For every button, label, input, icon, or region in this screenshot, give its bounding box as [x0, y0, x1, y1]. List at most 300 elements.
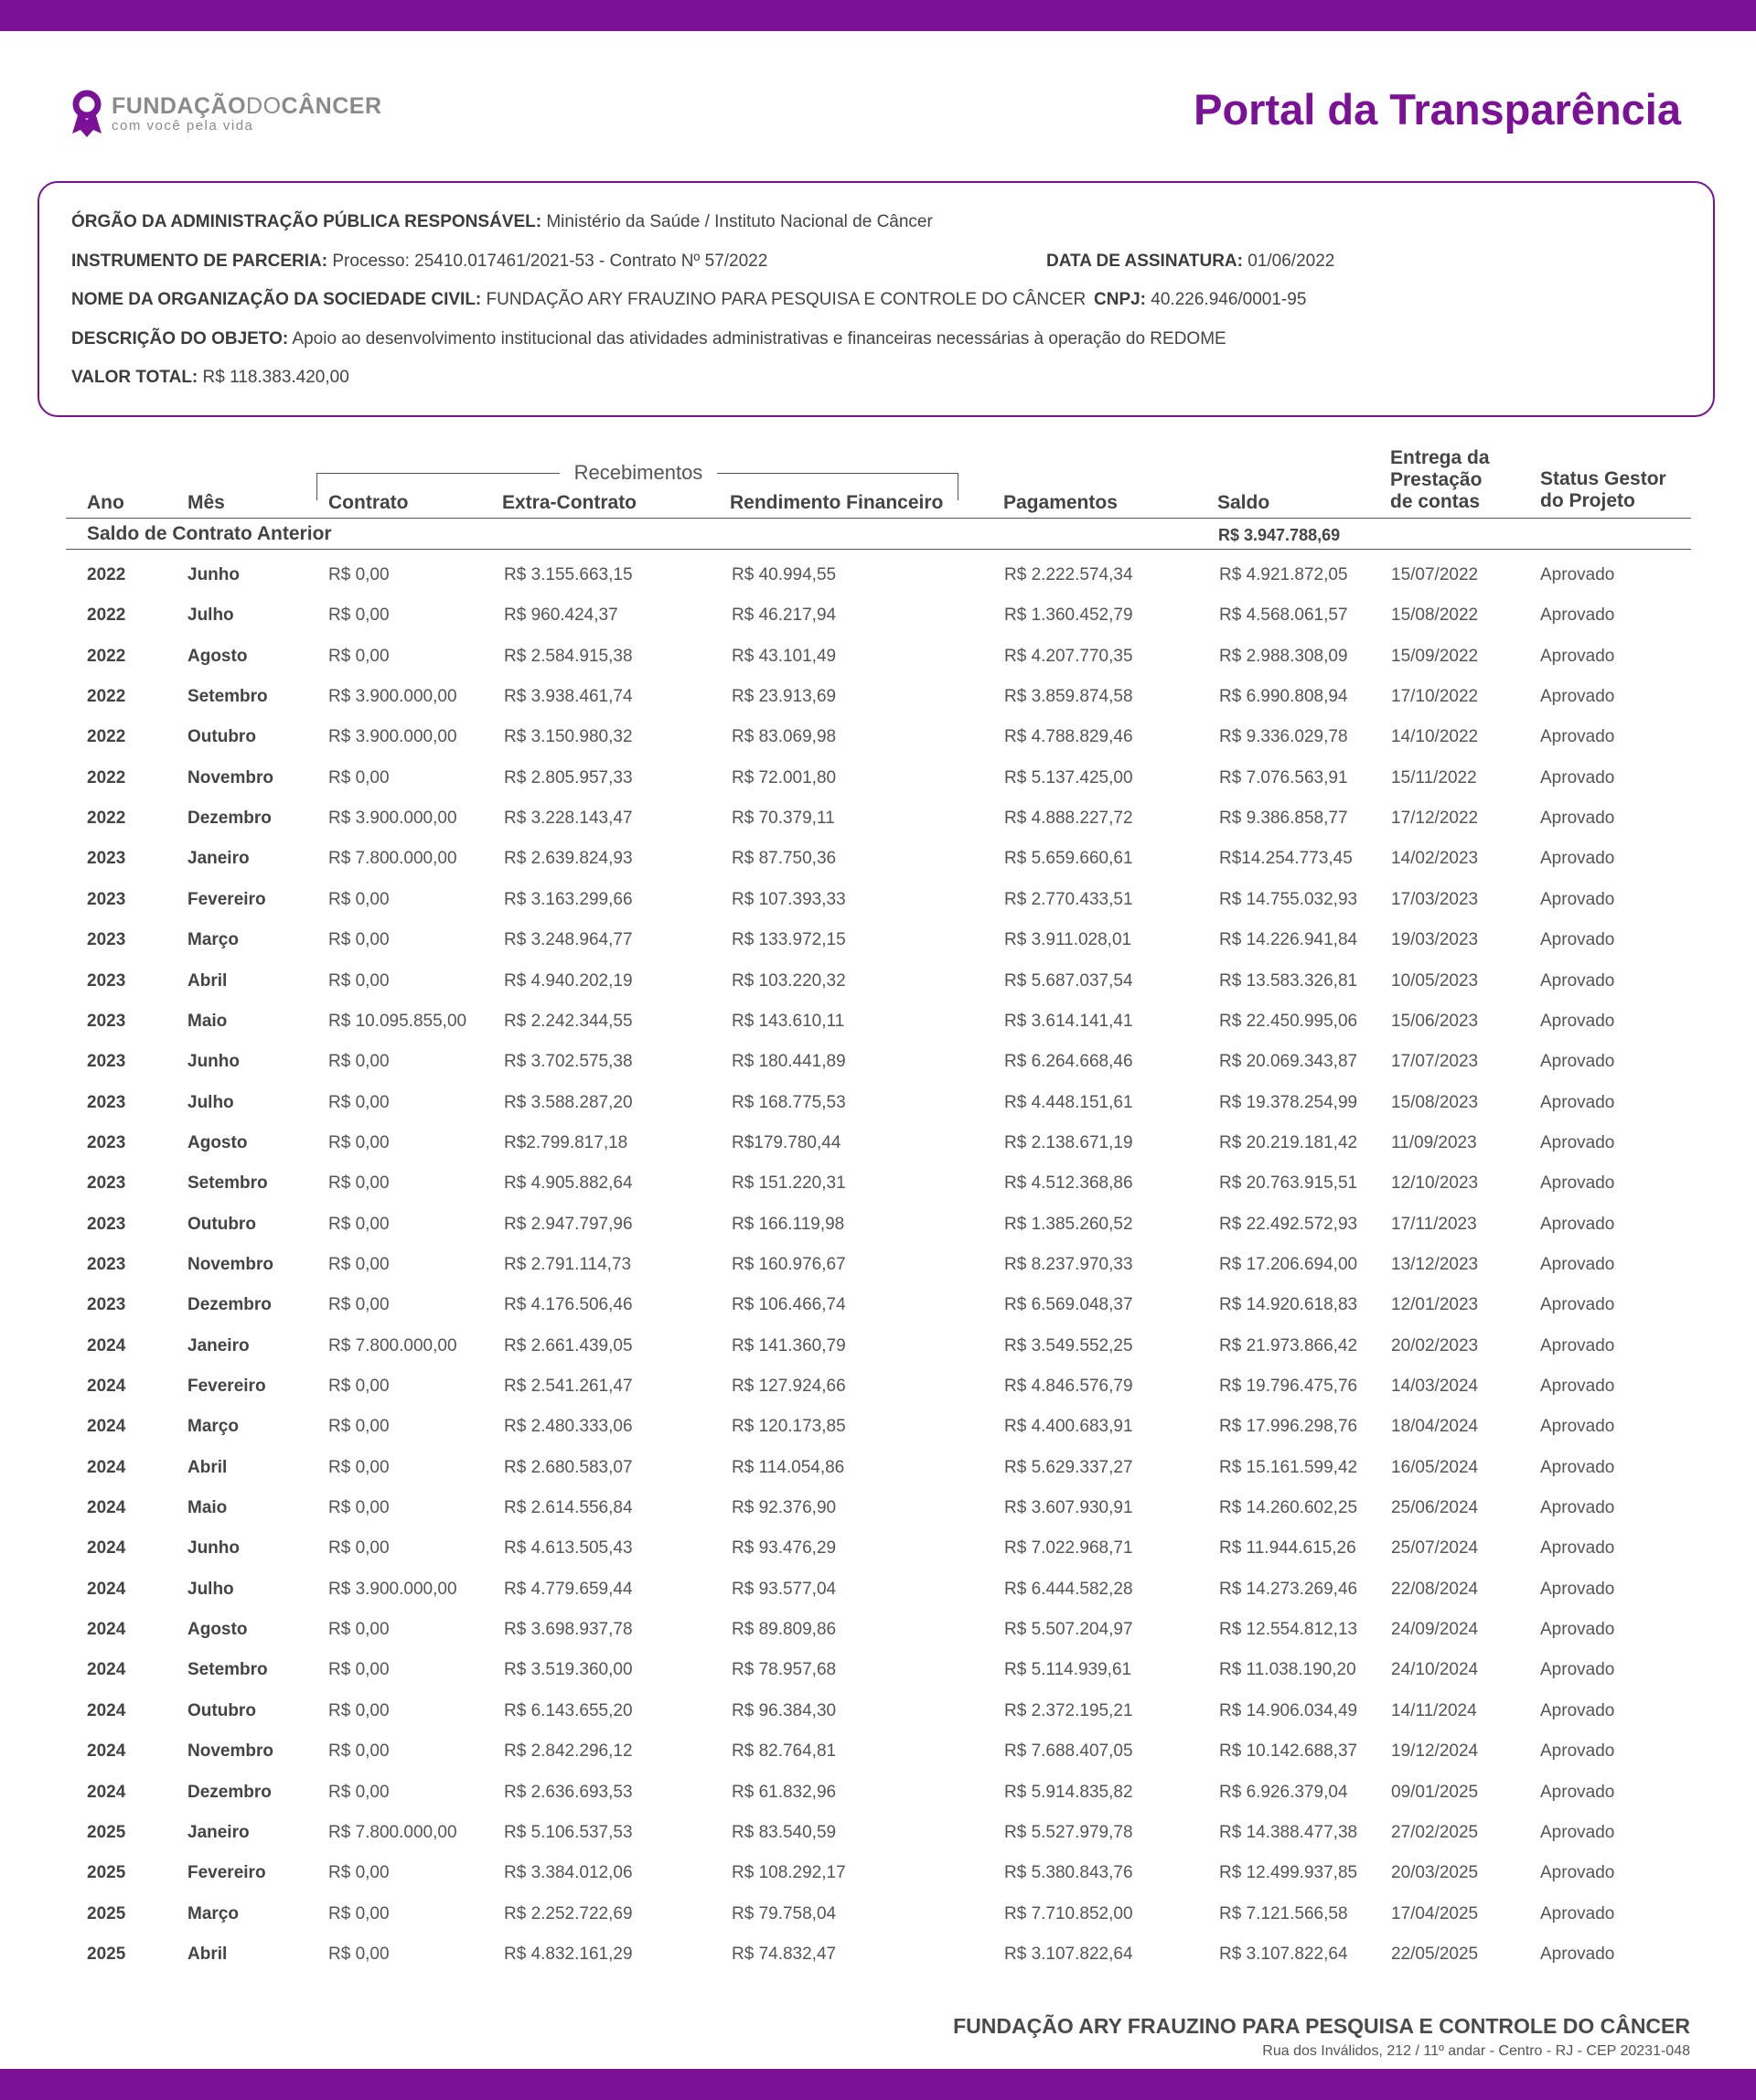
- cell-pagamentos: R$ 1.360.452,79: [1004, 605, 1133, 626]
- header-mes: Mês: [187, 492, 225, 513]
- table-row: [0, 889, 1756, 929]
- cell-rendimento: R$ 166.119,98: [732, 1214, 845, 1234]
- cell-saldo: R$ 12.499.937,85: [1219, 1863, 1358, 1883]
- cell-extra-contrato: R$ 2.791.114,73: [504, 1254, 632, 1274]
- cell-ano: 2025: [87, 1903, 126, 1923]
- table-row: [0, 848, 1756, 888]
- cell-rendimento: R$ 82.764,81: [732, 1741, 837, 1762]
- cell-pagamentos: R$ 8.237.970,33: [1004, 1254, 1133, 1274]
- cell-ano: 2024: [87, 1335, 126, 1355]
- cell-ano: 2023: [87, 1214, 126, 1234]
- cell-status: Aprovado: [1540, 809, 1615, 829]
- ribbon-icon: [70, 90, 104, 139]
- cell-status: Aprovado: [1540, 1863, 1615, 1883]
- header-entrega: Entrega da Prestação de contas: [1390, 447, 1490, 512]
- recebimentos-label: Recebimentos: [560, 461, 717, 485]
- cell-status: Aprovado: [1540, 1782, 1615, 1802]
- cell-contrato: R$ 0,00: [328, 1782, 390, 1802]
- cell-status: Aprovado: [1540, 1741, 1615, 1762]
- footer-address: Rua dos Inválidos, 212 / 11º andar - Centro - RJ - CEP 20231-048: [1262, 2043, 1690, 2059]
- cell-status: Aprovado: [1540, 1254, 1615, 1274]
- cell-rendimento: R$ 70.379,11: [732, 809, 835, 829]
- table-row: [0, 1011, 1756, 1051]
- cell-entrega: 14/10/2022: [1391, 727, 1479, 747]
- cell-mes: Fevereiro: [187, 1377, 266, 1396]
- cell-rendimento: R$ 40.994,55: [732, 565, 837, 584]
- cell-status: Aprovado: [1540, 1903, 1615, 1923]
- cell-saldo: R$ 6.990.808,94: [1219, 687, 1348, 707]
- cell-rendimento: R$ 107.393,33: [732, 889, 846, 909]
- cell-mes: Março: [187, 1903, 239, 1923]
- cell-status: Aprovado: [1540, 1335, 1615, 1355]
- cell-mes: Julho: [187, 1579, 234, 1599]
- cell-mes: Outubro: [187, 1700, 256, 1720]
- cell-entrega: 27/02/2025: [1391, 1822, 1479, 1842]
- cell-extra-contrato: R$ 2.947.797,96: [504, 1214, 633, 1234]
- cell-saldo: R$ 19.796.475,76: [1219, 1377, 1358, 1396]
- cell-contrato: R$ 0,00: [328, 1092, 390, 1112]
- cell-extra-contrato: R$ 960.424,37: [504, 605, 618, 626]
- cell-entrega: 22/05/2025: [1391, 1944, 1479, 1964]
- cell-status: Aprovado: [1540, 1538, 1615, 1559]
- cell-mes: Setembro: [187, 1660, 268, 1680]
- cell-saldo: R$ 3.107.822,64: [1219, 1944, 1348, 1964]
- info-orgao: ÓRGÃO DA ADMINISTRAÇÃO PÚBLICA RESPONSÁVEL: Ministério da Saúde / Instituto Nacional de Câncer: [71, 212, 933, 231]
- table-row: [0, 1619, 1756, 1659]
- table-row: [0, 686, 1756, 726]
- cell-entrega: 14/03/2024: [1391, 1377, 1479, 1396]
- cell-contrato: R$ 0,00: [328, 1660, 390, 1680]
- cell-ano: 2023: [87, 889, 126, 909]
- cell-status: Aprovado: [1540, 889, 1615, 909]
- cell-rendimento: R$ 87.750,36: [732, 849, 837, 869]
- cell-saldo: R$ 22.450.995,06: [1219, 1011, 1358, 1031]
- cell-contrato: R$ 0,00: [328, 1457, 390, 1477]
- cell-pagamentos: R$ 5.114.939,61: [1004, 1660, 1132, 1680]
- cell-extra-contrato: R$ 3.938.461,74: [504, 687, 633, 707]
- info-valor: VALOR TOTAL: R$ 118.383.420,00: [71, 368, 349, 387]
- cell-saldo: R$ 13.583.326,81: [1219, 970, 1358, 991]
- cell-status: Aprovado: [1540, 1457, 1615, 1477]
- cell-entrega: 15/11/2022: [1391, 767, 1477, 788]
- cell-entrega: 16/05/2024: [1391, 1457, 1479, 1477]
- cell-saldo: R$ 4.921.872,05: [1219, 565, 1348, 584]
- cell-rendimento: R$ 160.976,67: [732, 1254, 846, 1274]
- cell-pagamentos: R$ 5.527.979,78: [1004, 1822, 1133, 1842]
- info-descricao: DESCRIÇÃO DO OBJETO: Apoio ao desenvolvimento institucional das atividades administrativas e financeiras necessárias à operação do REDOME: [71, 329, 1226, 348]
- table-row: [0, 1092, 1756, 1132]
- cell-saldo: R$ 9.386.858,77: [1219, 809, 1348, 829]
- cell-extra-contrato: R$ 2.636.693,53: [504, 1782, 633, 1802]
- cell-mes: Dezembro: [187, 1295, 272, 1315]
- cell-rendimento: R$ 141.360,79: [732, 1335, 846, 1355]
- cell-entrega: 14/02/2023: [1391, 849, 1479, 869]
- cell-contrato: R$ 0,00: [328, 767, 390, 788]
- cell-mes: Agosto: [187, 646, 248, 666]
- cell-extra-contrato: R$ 4.832.161,29: [504, 1944, 633, 1964]
- cell-pagamentos: R$ 4.846.576,79: [1004, 1377, 1133, 1396]
- cell-status: Aprovado: [1540, 1822, 1615, 1842]
- cell-pagamentos: R$ 5.629.337,27: [1004, 1457, 1133, 1477]
- cell-contrato: R$ 0,00: [328, 1173, 390, 1194]
- cell-status: Aprovado: [1540, 565, 1615, 584]
- table-row: [0, 1903, 1756, 1944]
- cell-extra-contrato: R$ 2.639.824,93: [504, 849, 633, 869]
- cell-contrato: R$ 7.800.000,00: [328, 1822, 457, 1842]
- cell-rendimento: R$ 83.540,59: [732, 1822, 837, 1842]
- cell-pagamentos: R$ 5.507.204,97: [1004, 1620, 1133, 1640]
- cell-mes: Julho: [187, 1092, 234, 1112]
- cell-extra-contrato: R$ 2.842.296,12: [504, 1741, 633, 1762]
- cell-contrato: R$ 0,00: [328, 1214, 390, 1234]
- cell-pagamentos: R$ 6.569.048,37: [1004, 1295, 1133, 1315]
- cell-saldo: R$ 17.996.298,76: [1219, 1417, 1358, 1437]
- table-row: [0, 1051, 1756, 1091]
- cell-contrato: R$ 3.900.000,00: [328, 727, 457, 747]
- cell-saldo: R$ 14.906.034,49: [1219, 1700, 1358, 1720]
- cell-contrato: R$ 0,00: [328, 1132, 390, 1152]
- cell-ano: 2022: [87, 809, 126, 829]
- cell-pagamentos: R$ 3.859.874,58: [1004, 687, 1133, 707]
- cell-pagamentos: R$ 5.380.843,76: [1004, 1863, 1133, 1883]
- cell-ano: 2022: [87, 646, 126, 666]
- info-cnpj: CNPJ: 40.226.946/0001-95: [1094, 290, 1307, 309]
- cell-status: Aprovado: [1540, 1498, 1615, 1518]
- cell-entrega: 18/04/2024: [1391, 1417, 1479, 1437]
- cell-ano: 2022: [87, 605, 126, 626]
- cell-entrega: 15/08/2023: [1391, 1092, 1479, 1112]
- cell-ano: 2023: [87, 1052, 126, 1072]
- table-row: [0, 808, 1756, 848]
- cell-extra-contrato: R$ 4.940.202,19: [504, 970, 633, 991]
- header-extra-contrato: Extra-Contrato: [502, 492, 637, 513]
- table-row: [0, 1659, 1756, 1699]
- cell-entrega: 11/09/2023: [1391, 1132, 1477, 1152]
- cell-pagamentos: R$ 3.614.141,41: [1004, 1011, 1133, 1031]
- cell-mes: Julho: [187, 605, 234, 626]
- cell-saldo: R$ 15.161.599,42: [1219, 1457, 1358, 1477]
- cell-entrega: 15/06/2023: [1391, 1011, 1479, 1031]
- cell-rendimento: R$ 114.054,86: [732, 1457, 845, 1477]
- logo: [70, 90, 382, 139]
- cell-pagamentos: R$ 5.914.835,82: [1004, 1782, 1133, 1802]
- cell-pagamentos: R$ 7.710.852,00: [1004, 1903, 1133, 1923]
- cell-extra-contrato: R$ 4.905.882,64: [504, 1173, 633, 1194]
- cell-rendimento: R$ 133.972,15: [732, 930, 846, 950]
- cell-saldo: R$ 12.554.812,13: [1219, 1620, 1358, 1640]
- cell-saldo: R$ 14.755.032,93: [1219, 889, 1358, 909]
- cell-mes: Janeiro: [187, 1335, 250, 1355]
- cell-contrato: R$ 0,00: [328, 1498, 390, 1518]
- cell-extra-contrato: R$ 6.143.655,20: [504, 1700, 633, 1720]
- table-row: [0, 1700, 1756, 1741]
- cell-mes: Junho: [187, 1538, 240, 1559]
- cell-rendimento: R$ 89.809,86: [732, 1620, 837, 1640]
- cell-mes: Fevereiro: [187, 1863, 266, 1883]
- cell-contrato: R$ 0,00: [328, 1903, 390, 1923]
- cell-rendimento: R$ 180.441,89: [732, 1052, 846, 1072]
- cell-rendimento: R$ 74.832,47: [732, 1944, 837, 1964]
- table-row: [0, 1416, 1756, 1456]
- table-row: [0, 1782, 1756, 1822]
- cell-mes: Abril: [187, 1457, 228, 1477]
- cell-rendimento: R$ 93.577,04: [732, 1579, 837, 1599]
- cell-ano: 2024: [87, 1700, 126, 1720]
- cell-pagamentos: R$ 4.512.368,86: [1004, 1173, 1133, 1194]
- cell-saldo: R$ 11.944.615,26: [1219, 1538, 1356, 1559]
- table-row: [0, 1862, 1756, 1902]
- top-bar: [0, 0, 1756, 31]
- cell-mes: Janeiro: [187, 849, 250, 869]
- cell-saldo: R$ 22.492.572,93: [1219, 1214, 1358, 1234]
- cell-mes: Novembro: [187, 767, 273, 788]
- cell-entrega: 13/12/2023: [1391, 1254, 1479, 1274]
- cell-status: Aprovado: [1540, 1579, 1615, 1599]
- table-row: [0, 767, 1756, 808]
- cell-status: Aprovado: [1540, 1173, 1615, 1194]
- cell-saldo: R$ 4.568.061,57: [1219, 605, 1348, 626]
- cell-contrato: R$ 0,00: [328, 970, 390, 991]
- cell-ano: 2024: [87, 1579, 126, 1599]
- cell-status: Aprovado: [1540, 727, 1615, 747]
- cell-status: Aprovado: [1540, 605, 1615, 626]
- cell-pagamentos: R$ 6.264.668,46: [1004, 1052, 1133, 1072]
- cell-status: Aprovado: [1540, 970, 1615, 991]
- cell-mes: Agosto: [187, 1620, 248, 1640]
- cell-ano: 2024: [87, 1620, 126, 1640]
- cell-rendimento: R$ 96.384,30: [732, 1700, 837, 1720]
- table-row: [0, 1254, 1756, 1294]
- cell-saldo: R$ 7.076.563,91: [1219, 767, 1348, 788]
- cell-extra-contrato: R$ 2.661.439,05: [504, 1335, 633, 1355]
- cell-status: Aprovado: [1540, 687, 1615, 707]
- cell-contrato: R$ 0,00: [328, 1254, 390, 1274]
- cell-saldo: R$ 9.336.029,78: [1219, 727, 1348, 747]
- cell-entrega: 22/08/2024: [1391, 1579, 1479, 1599]
- cell-ano: 2024: [87, 1782, 126, 1802]
- cell-pagamentos: R$ 4.207.770,35: [1004, 646, 1133, 666]
- cell-rendimento: R$ 61.832,96: [732, 1782, 837, 1802]
- cell-saldo: R$ 20.763.915,51: [1219, 1173, 1358, 1194]
- cell-contrato: R$ 3.900.000,00: [328, 1579, 457, 1599]
- info-nome: NOME DA ORGANIZAÇÃO DA SOCIEDADE CIVIL: FUNDAÇÃO ARY FRAUZINO PARA PESQUISA E CONTROLE DO CÂNCER: [71, 290, 1087, 309]
- cell-entrega: 17/04/2025: [1391, 1903, 1479, 1923]
- cell-status: Aprovado: [1540, 1132, 1615, 1152]
- cell-status: Aprovado: [1540, 1944, 1615, 1964]
- table-row: [0, 1944, 1756, 1984]
- cell-extra-contrato: R$ 2.242.344,55: [504, 1011, 633, 1031]
- cell-extra-contrato: R$ 2.614.556,84: [504, 1498, 633, 1518]
- cell-mes: Dezembro: [187, 809, 272, 829]
- cell-extra-contrato: R$ 3.698.937,78: [504, 1620, 633, 1640]
- table-row: [0, 970, 1756, 1011]
- cell-mes: Janeiro: [187, 1822, 250, 1842]
- cell-pagamentos: R$ 5.659.660,61: [1004, 849, 1133, 869]
- header-contrato: Contrato: [328, 492, 409, 513]
- cell-saldo: R$ 10.142.688,37: [1219, 1741, 1358, 1762]
- portal-title: Portal da Transparência: [1194, 85, 1681, 134]
- cell-rendimento: R$ 46.217,94: [732, 605, 837, 626]
- table-row: [0, 646, 1756, 686]
- cell-mes: Setembro: [187, 687, 268, 707]
- cell-entrega: 10/05/2023: [1391, 970, 1479, 991]
- cell-contrato: R$ 3.900.000,00: [328, 687, 457, 707]
- header-saldo: Saldo: [1217, 492, 1270, 513]
- info-instrumento: INSTRUMENTO DE PARCERIA: Processo: 25410.017461/2021-53 - Contrato Nº 57/2022: [71, 252, 768, 271]
- cell-extra-contrato: R$ 3.155.663,15: [504, 565, 633, 584]
- cell-saldo: R$ 14.260.602,25: [1219, 1498, 1358, 1518]
- cell-mes: Março: [187, 930, 239, 950]
- cell-rendimento: R$ 120.173,85: [732, 1417, 846, 1437]
- cell-entrega: 20/02/2023: [1391, 1335, 1479, 1355]
- cell-status: Aprovado: [1540, 1214, 1615, 1234]
- cell-rendimento: R$ 103.220,32: [732, 970, 846, 991]
- cell-contrato: R$ 0,00: [328, 1620, 390, 1640]
- previous-balance-label: Saldo de Contrato Anterior: [87, 523, 332, 544]
- table-row: [0, 1538, 1756, 1578]
- cell-rendimento: R$179.780,44: [732, 1132, 841, 1152]
- cell-mes: Junho: [187, 565, 240, 584]
- cell-status: Aprovado: [1540, 1700, 1615, 1720]
- cell-pagamentos: R$ 3.549.552,25: [1004, 1335, 1133, 1355]
- cell-extra-contrato: R$ 2.541.261,47: [504, 1377, 633, 1396]
- cell-entrega: 17/10/2022: [1391, 687, 1479, 707]
- cell-saldo: R$14.254.773,45: [1219, 849, 1353, 869]
- cell-pagamentos: R$ 3.107.822,64: [1004, 1944, 1133, 1964]
- cell-pagamentos: R$ 2.222.574,34: [1004, 565, 1133, 584]
- cell-contrato: R$ 10.095.855,00: [328, 1011, 467, 1031]
- info-box: [37, 181, 1715, 417]
- table-row: [0, 1457, 1756, 1497]
- cell-entrega: 19/03/2023: [1391, 930, 1479, 950]
- cell-ano: 2022: [87, 687, 126, 707]
- cell-ano: 2022: [87, 767, 126, 788]
- table-row: [0, 726, 1756, 766]
- cell-ano: 2023: [87, 1173, 126, 1194]
- cell-saldo: R$ 14.226.941,84: [1219, 930, 1358, 950]
- cell-extra-contrato: R$ 2.680.583,07: [504, 1457, 633, 1477]
- cell-extra-contrato: R$ 3.588.287,20: [504, 1092, 633, 1112]
- cell-entrega: 19/12/2024: [1391, 1741, 1479, 1762]
- cell-contrato: R$ 0,00: [328, 1538, 390, 1559]
- table-row: [0, 1294, 1756, 1334]
- table-row: [0, 1376, 1756, 1416]
- cell-rendimento: R$ 43.101,49: [732, 646, 837, 666]
- cell-rendimento: R$ 143.610,11: [732, 1011, 845, 1031]
- cell-entrega: 24/09/2024: [1391, 1620, 1479, 1640]
- cell-saldo: R$ 21.973.866,42: [1219, 1335, 1358, 1355]
- table-row: [0, 1173, 1756, 1213]
- cell-extra-contrato: R$ 2.480.333,06: [504, 1417, 633, 1437]
- cell-status: Aprovado: [1540, 1052, 1615, 1072]
- cell-contrato: R$ 0,00: [328, 565, 390, 584]
- cell-rendimento: R$ 108.292,17: [732, 1863, 846, 1883]
- cell-rendimento: R$ 23.913,69: [732, 687, 837, 707]
- cell-ano: 2025: [87, 1822, 126, 1842]
- cell-saldo: R$ 14.273.269,46: [1219, 1579, 1358, 1599]
- table-row: [0, 1741, 1756, 1781]
- cell-status: Aprovado: [1540, 767, 1615, 788]
- cell-entrega: 14/11/2024: [1391, 1700, 1477, 1720]
- cell-mes: Março: [187, 1417, 239, 1437]
- cell-extra-contrato: R$ 2.584.915,38: [504, 646, 633, 666]
- header-pagamentos: Pagamentos: [1003, 492, 1118, 513]
- info-assinatura: DATA DE ASSINATURA: 01/06/2022: [1046, 252, 1335, 271]
- cell-ano: 2024: [87, 1741, 126, 1762]
- cell-entrega: 15/09/2022: [1391, 646, 1479, 666]
- cell-ano: 2024: [87, 1660, 126, 1680]
- cell-contrato: R$ 0,00: [328, 1295, 390, 1315]
- cell-entrega: 24/10/2024: [1391, 1660, 1479, 1680]
- cell-extra-contrato: R$ 3.163.299,66: [504, 889, 633, 909]
- cell-extra-contrato: R$ 4.176.506,46: [504, 1295, 633, 1315]
- cell-extra-contrato: R$ 3.702.575,38: [504, 1052, 633, 1072]
- cell-entrega: 15/07/2022: [1391, 565, 1479, 584]
- cell-extra-contrato: R$ 5.106.537,53: [504, 1822, 633, 1842]
- table-row: [0, 1579, 1756, 1619]
- cell-pagamentos: R$ 2.372.195,21: [1004, 1700, 1133, 1720]
- cell-mes: Maio: [187, 1498, 228, 1518]
- cell-mes: Novembro: [187, 1254, 273, 1274]
- cell-saldo: R$ 20.219.181,42: [1219, 1132, 1358, 1152]
- header-status: Status Gestor do Projeto: [1540, 468, 1666, 511]
- cell-status: Aprovado: [1540, 1295, 1615, 1315]
- cell-rendimento: R$ 168.775,53: [732, 1092, 846, 1112]
- cell-ano: 2023: [87, 1254, 126, 1274]
- table-row: [0, 1335, 1756, 1376]
- cell-status: Aprovado: [1540, 1011, 1615, 1031]
- cell-pagamentos: R$ 3.911.028,01: [1004, 930, 1132, 950]
- cell-contrato: R$ 0,00: [328, 1700, 390, 1720]
- cell-mes: Fevereiro: [187, 889, 266, 909]
- cell-extra-contrato: R$2.799.817,18: [504, 1132, 628, 1152]
- cell-mes: Junho: [187, 1052, 240, 1072]
- cell-mes: Maio: [187, 1011, 228, 1031]
- cell-pagamentos: R$ 4.448.151,61: [1004, 1092, 1133, 1112]
- cell-status: Aprovado: [1540, 849, 1615, 869]
- table-row: [0, 605, 1756, 645]
- cell-rendimento: R$ 127.924,66: [732, 1377, 846, 1396]
- cell-extra-contrato: R$ 3.519.360,00: [504, 1660, 633, 1680]
- cell-ano: 2023: [87, 1295, 126, 1315]
- cell-ano: 2024: [87, 1498, 126, 1518]
- cell-entrega: 12/01/2023: [1391, 1295, 1479, 1315]
- previous-divider: [66, 549, 1691, 550]
- cell-entrega: 17/11/2023: [1391, 1214, 1477, 1234]
- cell-ano: 2025: [87, 1944, 126, 1964]
- cell-contrato: R$ 0,00: [328, 1863, 390, 1883]
- cell-rendimento: R$ 83.069,98: [732, 727, 837, 747]
- cell-ano: 2023: [87, 1011, 126, 1031]
- cell-ano: 2024: [87, 1417, 126, 1437]
- cell-mes: Outubro: [187, 1214, 256, 1234]
- cell-ano: 2023: [87, 930, 126, 950]
- cell-pagamentos: R$ 2.770.433,51: [1004, 889, 1133, 909]
- header-ano: Ano: [87, 492, 124, 513]
- header-rendimento: Rendimento Financeiro: [730, 492, 944, 513]
- cell-ano: 2023: [87, 1132, 126, 1152]
- cell-contrato: R$ 0,00: [328, 605, 390, 626]
- cell-mes: Outubro: [187, 727, 256, 747]
- cell-pagamentos: R$ 1.385.260,52: [1004, 1214, 1133, 1234]
- cell-rendimento: R$ 92.376,90: [732, 1498, 837, 1518]
- cell-mes: Abril: [187, 970, 228, 991]
- cell-extra-contrato: R$ 3.228.143,47: [504, 809, 633, 829]
- cell-status: Aprovado: [1540, 646, 1615, 666]
- cell-status: Aprovado: [1540, 930, 1615, 950]
- footer-org-name: FUNDAÇÃO ARY FRAUZINO PARA PESQUISA E CONTROLE DO CÂNCER: [953, 2014, 1690, 2038]
- logo-name: FUNDAÇÃODOCÂNCER: [112, 93, 382, 119]
